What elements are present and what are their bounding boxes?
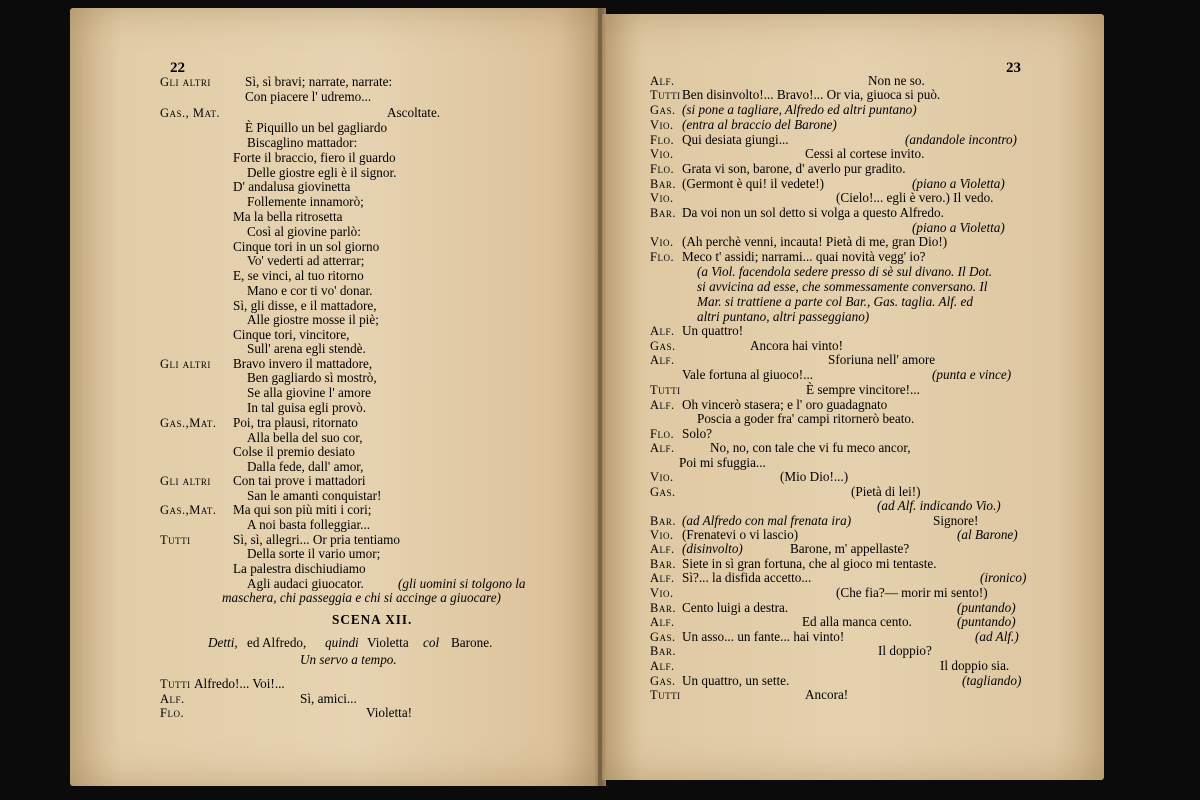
speaker: Alf. xyxy=(650,542,675,556)
speaker: Gas. xyxy=(650,630,676,644)
line-text: Poscia a goder fra' campi ritornerò beato. xyxy=(697,411,915,426)
line-text: Siete in sì gran fortuna, che al gioco mi tentaste. xyxy=(682,556,937,571)
line-text: Follemente innamorò; xyxy=(247,194,364,209)
line-text: Sì, sì bravi; narrate, narrate: xyxy=(245,74,393,89)
line-text: Qui desiata giungi... xyxy=(682,132,789,147)
line-text: (Mio Dio!...) xyxy=(780,469,849,484)
line-text: Da voi non un sol detto si volga a questo Alfredo. xyxy=(682,205,944,220)
speaker: Flo. xyxy=(650,427,675,441)
book-gutter xyxy=(594,8,606,786)
speaker: Gas. xyxy=(650,485,676,499)
line-text: Violetta xyxy=(367,635,409,650)
speaker: Flo. xyxy=(650,133,675,147)
line-text: Non ne so. xyxy=(868,73,925,88)
line-text: È sempre vincitore!... xyxy=(806,382,920,397)
stage-direction: (al Barone) xyxy=(957,527,1018,542)
line-text: Barone, m' appellaste? xyxy=(790,541,910,556)
line-text: Ben gagliardo sì mostrò, xyxy=(247,370,377,385)
stage-direction: (disinvolto) xyxy=(682,541,743,556)
speaker: Alf. xyxy=(650,324,675,338)
line-text: Signore! xyxy=(933,513,979,528)
stage-direction: (ad Alfredo con mal frenata ira) xyxy=(682,513,852,528)
line-text: Con tai prove i mattadori xyxy=(233,473,366,488)
line-text: Un asso... un fante... hai vinto! xyxy=(682,629,845,644)
line-text: Alfredo!... Voi!... xyxy=(194,676,285,691)
speaker: Tutti xyxy=(650,88,681,102)
speaker: Vio. xyxy=(650,528,674,542)
speaker: Vio. xyxy=(650,191,674,205)
line-text: No, no, con tale che vi fu meco ancor, xyxy=(710,440,911,455)
speaker: Tutti xyxy=(650,383,681,397)
line-text: In tal guisa egli provò. xyxy=(247,400,367,415)
speaker: Alf. xyxy=(650,659,675,673)
line-text: Ancora! xyxy=(805,687,849,702)
line-text: (Ah perchè venni, incauta! Pietà di me, gran Dio!) xyxy=(682,234,948,249)
line-text: Un quattro! xyxy=(682,323,744,338)
line-text: Se alla giovine l' amore xyxy=(247,385,371,400)
stage-direction: altri puntano, altri passeggiano) xyxy=(697,309,870,324)
speaker: Tutti xyxy=(160,677,191,691)
stage-direction: (punta e vince) xyxy=(932,367,1012,382)
line-text: Sì, amici... xyxy=(300,691,357,706)
line-text: Poi, tra plausi, ritornato xyxy=(233,415,358,430)
speaker: Flo. xyxy=(160,706,185,720)
speaker: Bar. xyxy=(650,206,676,220)
left-page-number: 22 xyxy=(170,60,185,76)
speaker: Gas., Mat. xyxy=(160,106,221,120)
line-text: Barone. xyxy=(451,635,493,650)
speaker: Flo. xyxy=(650,250,675,264)
stage-direction: (piano a Violetta) xyxy=(912,176,1005,191)
line-text: Bravo invero il mattadore, xyxy=(233,356,373,371)
speaker: Bar. xyxy=(650,557,676,571)
line-text: Biscaglino mattador: xyxy=(247,135,358,150)
line-text: (Che fia?— morir mi sento!) xyxy=(836,585,988,600)
speaker: Gas. xyxy=(650,339,676,353)
line-text: Mano e cor ti vo' donar. xyxy=(247,283,373,298)
line-text: Sforiuna nell' amore xyxy=(828,352,936,367)
right-page-number: 23 xyxy=(1006,60,1021,76)
stage-direction: (ad Alf.) xyxy=(975,629,1019,644)
stage-direction: maschera, chi passeggia e chi si accinge a giuocare) xyxy=(222,590,501,605)
stage-direction: (ad Alf. indicando Vio.) xyxy=(877,498,1001,513)
line-text: Vo' vederti ad atterrar; xyxy=(247,253,365,268)
line-text: Ed alla manca cento. xyxy=(802,614,912,629)
speaker: Vio. xyxy=(650,118,674,132)
line-text: Forte il braccio, fiero il guardo xyxy=(233,150,396,165)
stage-direction: si avvicina ad esse, che sommessamente conversano. Il xyxy=(697,279,988,294)
line-text: Solo? xyxy=(682,426,713,441)
speaker: Gas. xyxy=(650,103,676,117)
stage-direction: col xyxy=(423,635,440,650)
line-text: Cento luigi a destra. xyxy=(682,600,789,615)
speaker: Vio. xyxy=(650,470,674,484)
line-text: (Pietà di lei!) xyxy=(851,484,921,499)
speaker: Gas. xyxy=(650,674,676,688)
line-text: La palestra dischiudiamo xyxy=(233,561,366,576)
line-text: Alle giostre mosse il piè; xyxy=(247,312,379,327)
line-text: Sì?... la disfida accetto... xyxy=(682,570,812,585)
line-text: Ascoltate. xyxy=(387,105,441,120)
speaker: Bar. xyxy=(650,177,676,191)
speaker: Vio. xyxy=(650,235,674,249)
line-text: Oh vincerò stasera; e l' oro guadagnato xyxy=(682,397,888,412)
line-text: Ma la bella ritrosetta xyxy=(233,209,343,224)
speaker: Alf. xyxy=(650,74,675,88)
line-text: Cinque tori, vincitore, xyxy=(233,327,350,342)
stage-direction: (tagliando) xyxy=(962,673,1022,688)
speaker: Tutti xyxy=(160,533,191,547)
line-text: A noi basta folleggiar... xyxy=(247,517,371,532)
line-text: Ancora hai vinto! xyxy=(750,338,844,353)
speaker: Flo. xyxy=(650,162,675,176)
speaker: Alf. xyxy=(650,353,675,367)
line-text: Vale fortuna al giuoco!... xyxy=(682,367,814,382)
stage-direction: (ironico) xyxy=(980,570,1027,585)
line-text: Della sorte il vario umor; xyxy=(247,546,381,561)
speaker: Bar. xyxy=(650,514,676,528)
scene-heading: SCENA XII. xyxy=(332,612,413,627)
stage-direction: (piano a Violetta) xyxy=(912,220,1005,235)
line-text: Cinque tori in un sol giorno xyxy=(233,239,380,254)
speaker: Vio. xyxy=(650,586,674,600)
line-text: Violetta! xyxy=(366,705,413,720)
line-text: Ben disinvolto!... Bravo!... Or via, giuoca si può. xyxy=(682,87,941,102)
speaker: Alf. xyxy=(650,615,675,629)
stage-direction: Detti, xyxy=(208,635,238,650)
stage-direction: (a Viol. facendola sedere presso di sè sul divano. Il Dot. xyxy=(697,264,993,279)
line-text: Con piacere l' udremo... xyxy=(245,89,372,104)
line-text: Agli audaci giuocator. xyxy=(247,576,364,591)
line-text: (Germont è qui! il vedete!) xyxy=(682,176,825,191)
line-text: Il doppio sia. xyxy=(940,658,1010,673)
stage-direction: (gli uomini si tolgono la xyxy=(398,576,526,591)
speaker: Vio. xyxy=(650,147,674,161)
line-text: Meco t' assidi; narrami... quai novità vegg' io? xyxy=(682,249,926,264)
line-text: D' andalusa giovinetta xyxy=(233,179,351,194)
line-text: Così al giovine parlò: xyxy=(247,224,361,239)
line-text: Un quattro, un sette. xyxy=(682,673,790,688)
speaker: Alf. xyxy=(160,692,185,706)
stage-direction: Mar. si trattiene a parte col Bar., Gas. taglia. Alf. ed xyxy=(697,294,973,309)
line-text: San le amanti conquistar! xyxy=(247,488,382,503)
line-text: ed Alfredo, xyxy=(247,635,307,650)
speaker: Gas.,Mat. xyxy=(160,416,217,430)
speaker: Alf. xyxy=(650,441,675,455)
line-text: Sì, sì, allegri... Or pria tentiamo xyxy=(233,532,401,547)
line-text: Sull' arena egli stendè. xyxy=(247,341,366,356)
speaker: Tutti xyxy=(650,688,681,702)
line-text: È Piquillo un bel gagliardo xyxy=(245,120,388,135)
speaker: Alf. xyxy=(650,571,675,585)
line-text: Sì, gli disse, e il mattadore, xyxy=(233,298,377,313)
line-text: Ma qui son più miti i cori; xyxy=(233,502,372,517)
line-text: Dalla fede, dall' amor, xyxy=(247,459,364,474)
line-text: Poi mi sfuggia... xyxy=(679,455,766,470)
stage-direction: (puntando) xyxy=(957,600,1016,615)
line-text: Colse il premio desiato xyxy=(233,444,355,459)
line-text: Il doppio? xyxy=(878,643,932,658)
line-text: Grata vi son, barone, d' averlo pur gradito. xyxy=(682,161,906,176)
line-text: Alla bella del suo cor, xyxy=(247,430,363,445)
speaker: Gli altri xyxy=(160,75,211,89)
stage-direction: (andandole incontro) xyxy=(905,132,1017,147)
speaker: Gli altri xyxy=(160,357,211,371)
speaker: Gas.,Mat. xyxy=(160,503,217,517)
speaker: Bar. xyxy=(650,601,676,615)
speaker: Bar. xyxy=(650,644,676,658)
stage-direction: quindi xyxy=(325,635,359,650)
stage-direction: (entra al braccio del Barone) xyxy=(682,117,837,132)
stage-direction: Un servo a tempo. xyxy=(300,652,397,667)
line-text: Delle giostre egli è il signor. xyxy=(247,165,397,180)
speaker: Alf. xyxy=(650,398,675,412)
stage-direction: (si pone a tagliare, Alfredo ed altri puntano) xyxy=(682,102,917,117)
speaker: Gli altri xyxy=(160,474,211,488)
line-text: (Cielo!... egli è vero.) Il vedo. xyxy=(836,190,994,205)
stage-direction: (puntando) xyxy=(957,614,1016,629)
line-text: Cessi al cortese invito. xyxy=(805,146,925,161)
line-text: E, se vinci, al tuo ritorno xyxy=(233,268,364,283)
line-text: (Frenatevi o vi lascio) xyxy=(682,527,799,542)
